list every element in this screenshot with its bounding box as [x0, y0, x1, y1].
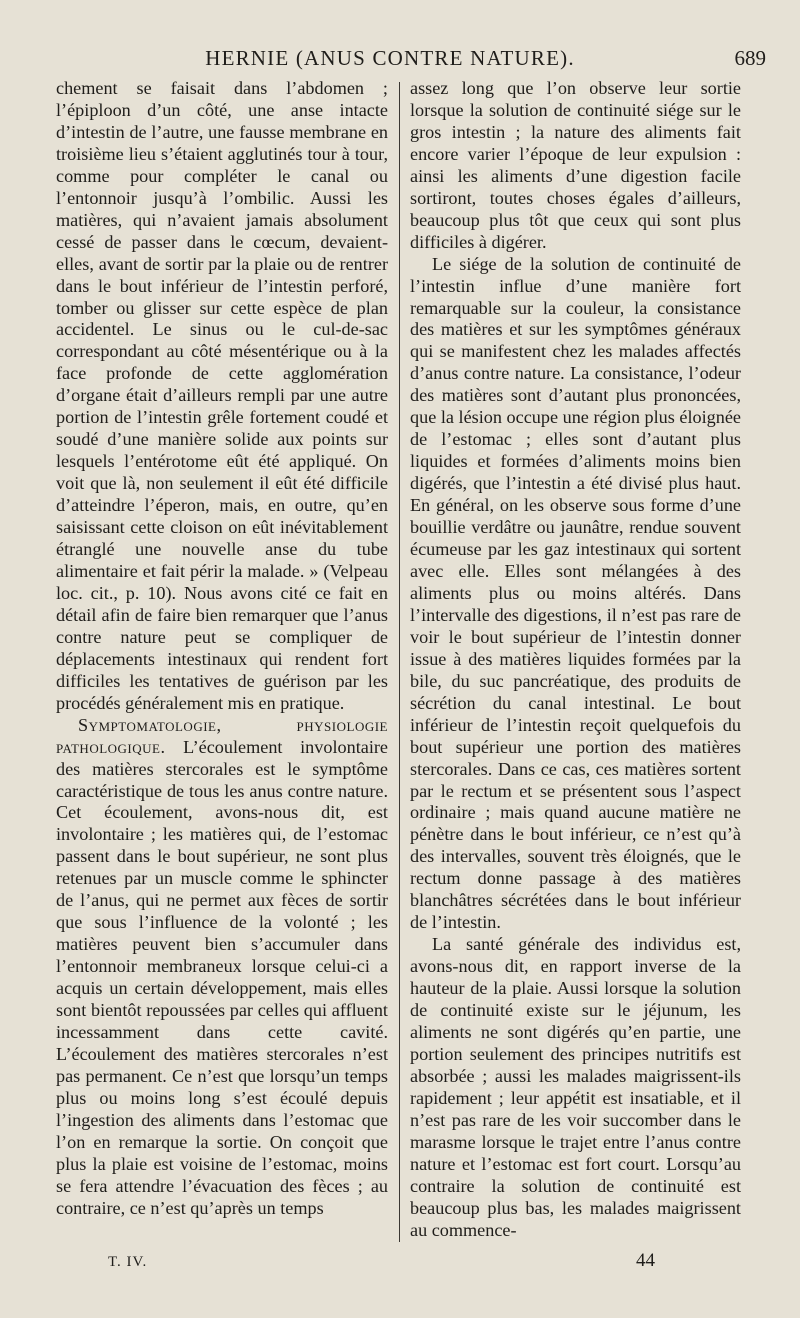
right-paragraph-2: Le siége de la solution de continuité de l’intestin influe d’une manière fort remarquable sur la couleur, la consistance des matières et sur les symptômes généraux qui se manifestent chez les malades affectés d’anus contre nature. La consistance, l’odeur des matières sont d’autant plus prononcées, que la lésion occupe une région plus éloignée de l’estomac ; elles sont d’autant plus liquides et formées d’aliments moins bien digérés, que l’intestin a été divisé plus haut. En général, on les observe sous forme d’une bouillie verdâtre ou jaunâtre, rendue souvent écumeuse par les gaz intestinaux qui sortent avec elle. Elles sont mélangées à des aliments plus ou moins altérés. Dans l’intervalle des digestions, il n’est pas rare de voir le bout supérieur de l’intestin donner issue à des matières liquides formées par la bile, du suc pancréatique, des produits de sécrétion du canal intestinal. Le bout inférieur de l’intestin reçoit quelquefois du bout supérieur une portion des matières stercorales. Dans ce cas, ces matières sortent par le rectum et se présentent sous l’aspect ordinaire ; mais quand aucune matière ne pénètre dans le bout inférieur, ce n’est qu’à des intervalles, souvent très éloignés, que le rectum donne passage à des matières blanchâtres sécrétées dans le bout inférieur de l’intestin.: [410, 253, 741, 933]
column-divider: [399, 82, 400, 1242]
left-paragraph-2: [56, 715, 388, 1220]
left-column: [56, 78, 388, 1248]
page-number: 44: [636, 1250, 655, 1271]
left-paragraph-2-text: L’écoulement involontaire des matières stercorales est le symptôme caractéristique de tous les anus contre nature. Cet écoulement, avons-nous dit, est involontaire ; les matières qui, de l’estomac passent dans le bout supérieur, ne sont plus retenues par un muscle comme le sphincter de l’anus, qui ne permet aux fèces de sortir que sous l’influence de la volonté ; les matières peuvent bien s’accumuler dans l’entonnoir membraneux lorsque celui-ci a acquis un certain développement, mais elles sont bientôt repoussées par celles qui affluent incessamment dans cette cavité. L’écoulement des matières stercorales n’est pas permanent. Ce n’est que lorsqu’un temps plus ou moins long s’est écoulé depuis l’ingestion des aliments dans l’estomac que l’on en remarque la sortie. On conçoit que plus la plaie est voisine de l’estomac, moins se fera attendre l’évacuation des fèces ; au contraire, ce n’est qu’après un temps: [56, 736, 388, 1218]
signature-mark: T. IV.: [108, 1254, 148, 1270]
running-title: HERNIE (ANUS CONTRE NATURE).: [205, 46, 575, 70]
right-column: [410, 78, 741, 1248]
folio-number: 689: [734, 46, 766, 70]
section-heading: Symptomatologie, physiologie pathologique.: [56, 714, 388, 757]
running-head: [0, 40, 800, 76]
right-paragraph-3: La santé générale des individus est, avons-nous dit, en rapport inverse de la hauteur de la plaie. Aussi lorsque la solution de continuité existe sur le jéjunum, les aliments ne sont digérés qu’en partie, une portion seulement des principes nutritifs est absorbée ; aussi les malades maigrissent-ils rapidement ; leur appétit est insatiable, et il n’est pas rare de les voir succomber dans le marasme lorsque le trajet entre l’anus contre nature et l’estomac est fort court. Lorsqu’au contraire la solution de continuité est beaucoup plus bas, les malades maigrissent au commence-: [410, 934, 741, 1240]
right-paragraph-1: assez long que l’on observe leur sortie lorsque la solution de continuité siége sur le gros intestin ; la nature des aliments fait encore varier l’époque de leur expulsion : ainsi les aliments d’une digestion facile sortiront, toutes choses égales d’ailleurs, beaucoup plus tôt que ceux qui sont plus difficiles à digérer.: [410, 78, 741, 252]
left-paragraph-1: chement se faisait dans l’abdomen ; l’épiploon d’un côté, une anse intacte d’intestin de l’autre, une fausse membrane en troisième lieu s’étaient agglutinés tour à tour, comme pour compléter le canal ou l’entonnoir jusqu’à l’ombilic. Aussi les matières, qui n’avaient jamais absolument cessé de passer dans le cœcum, devaient-elles, avant de sortir par la plaie ou de rentrer dans le bout inférieur de l’intestin perforé, tomber ou glisser sur cette espèce de plan accidentel. Le sinus ou le cul-de-sac correspondant au côté mésentérique ou à la face profonde de cette agglomération d’organe était d’ailleurs rempli par une autre portion de l’intestin grêle fortement coudé et soudé d’une manière solide aux points sur lesquels l’entérotome eût été appliqué. On voit que là, non seulement il eût été difficile d’atteindre l’éperon, mais, en outre, qu’en saisissant cette cloison on eût inévitablement étranglé une nouvelle anse du tube alimentaire et fait périr la malade. » (Velpeau loc. cit., p. 10). Nous avons cité ce fait en détail afin de faire bien remarquer que l’anus contre nature peut se compliquer de déplacements intestinaux qui rendent fort difficiles les tentatives de guérison par les procédés généralement mis en pratique.: [56, 78, 388, 713]
